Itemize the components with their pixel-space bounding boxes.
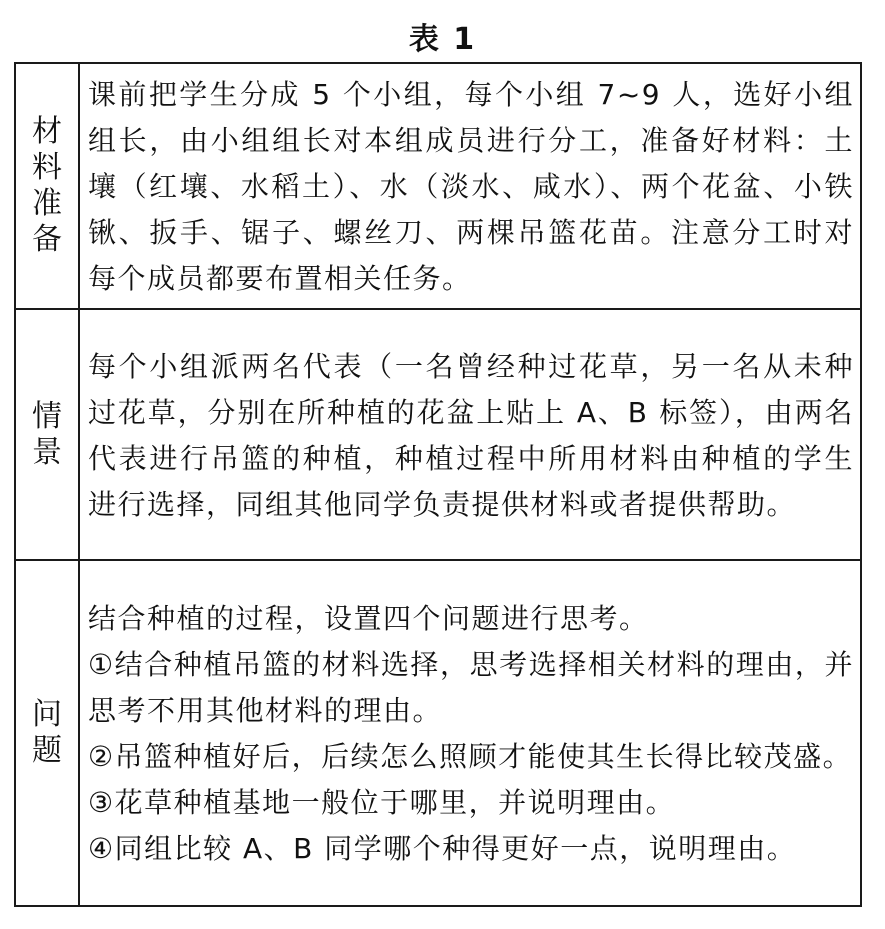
table-row-materials — [15, 63, 861, 309]
question-item-4: ④同组比较 A、B 同学哪个种得更好一点，说明理由。 — [88, 832, 797, 865]
row-label-cell — [15, 63, 79, 309]
question-item-3: ③花草种植基地一般位于哪里，并说明理由。 — [88, 786, 676, 819]
table-row-questions — [15, 560, 861, 906]
question-item-2: ②吊篮种植好后，后续怎么照顾才能使其生长得比较茂盛。 — [88, 740, 853, 773]
row-label-scenario: 情景 — [32, 398, 62, 470]
row-label-cell — [15, 560, 79, 906]
questions-intro: 结合种植的过程，设置四个问题进行思考。 — [88, 602, 649, 635]
row-content-cell — [79, 63, 861, 309]
row-label-questions: 问题 — [32, 697, 62, 768]
activity-table — [14, 62, 862, 907]
row-content-cell — [79, 560, 861, 906]
row-label-materials: 材料准备 — [32, 114, 62, 257]
row-content-cell — [79, 309, 861, 560]
row-label-cell — [15, 309, 79, 560]
scenario-text: 每个小组派两名代表（一名曾经种过花草，另一名从未种过花草，分别在所种植的花盆上贴上 A、B 标签），由两名代表进行吊篮的种植，种植过程中所用材料由种植的学生进行选择，同组其他同学负责提供材料或者提供帮助。 — [88, 349, 854, 521]
materials-text: 课前把学生分成 5 个小组，每个小组 7~9 人，选好小组组长，由小组组长对本组成员进行分工，准备好材料：土壤（红壤、水稻土）、水（淡水、咸水）、两个花盆、小铁锹、扳手、锯子、螺丝刀、两棵吊篮花苗。注意分工时对每个成员都要布置相关任务。 — [88, 78, 854, 295]
table-caption: 表 1 — [408, 22, 477, 57]
table-row-scenario — [15, 309, 861, 560]
question-item-1: ①结合种植吊篮的材料选择，思考选择相关材料的理由，并思考不用其他材料的理由。 — [88, 648, 854, 727]
